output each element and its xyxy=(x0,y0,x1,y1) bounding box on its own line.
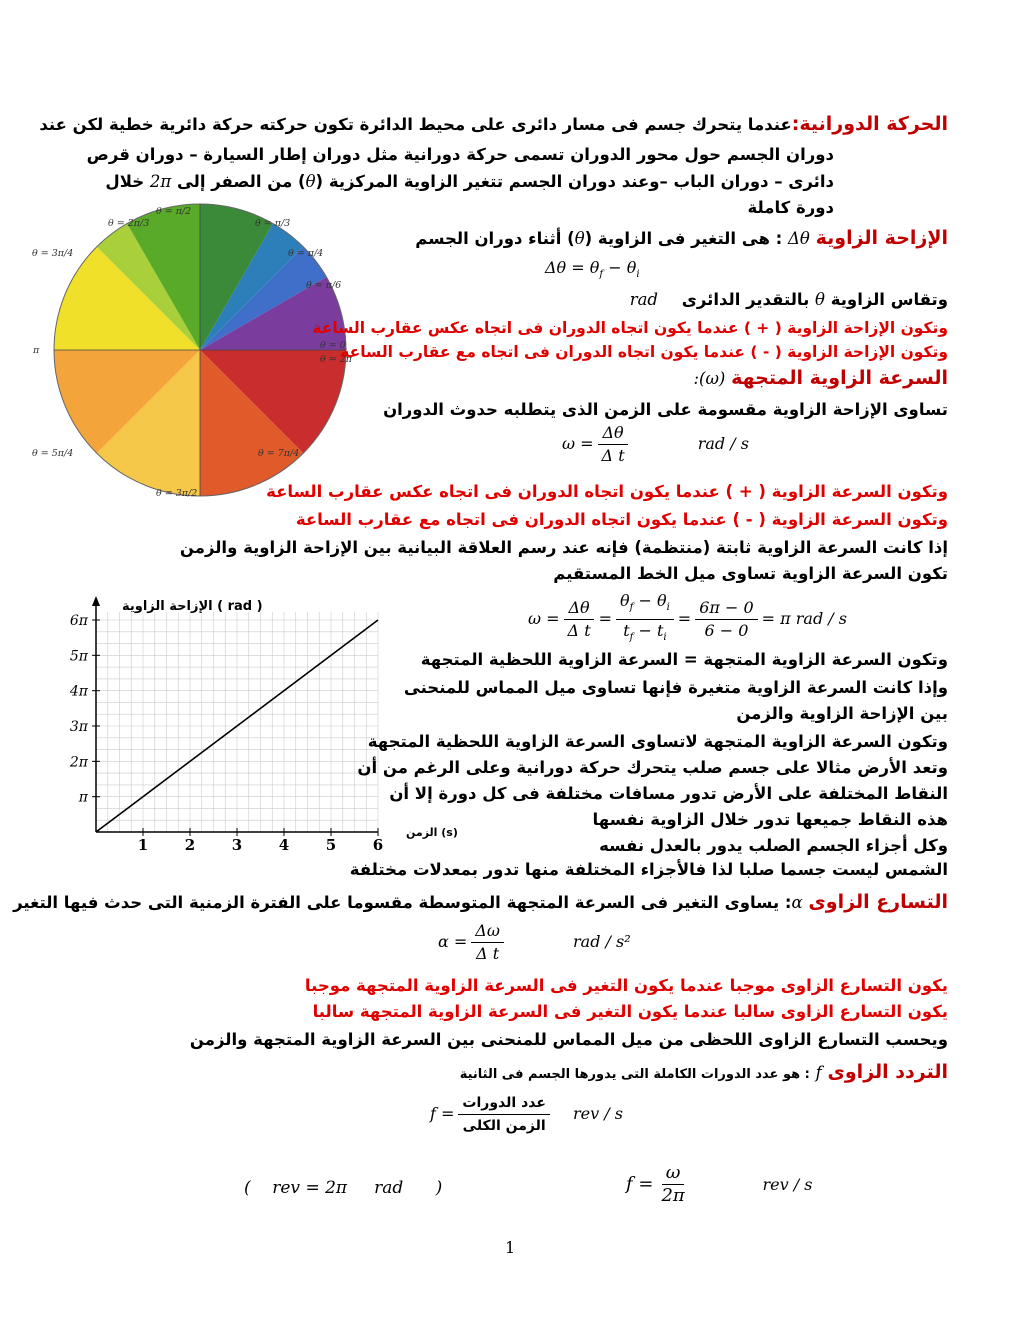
acceleration-negative: يكون التسارع الزاوى سالبا عندما يكون التغير فى السرعة الزاوية المتجهة سالبا xyxy=(312,1002,948,1021)
displacement-heading: الإزاحة الزاوية xyxy=(815,227,948,249)
velocity-p5: وتعد الأرض مثالا على جسم صلب يتحرك حركة دورانية وعلى الرغم من أن xyxy=(357,758,948,777)
wheel-label-pi-6: θ = π/6 xyxy=(306,280,342,291)
wheel-label-0: θ = 0 xyxy=(320,340,346,351)
alpha-symbol: α xyxy=(791,893,803,912)
wheel-label-5pi-4: θ = 5π/4 xyxy=(32,448,74,459)
frequency-heading: التردد الزاوى xyxy=(827,1061,948,1083)
intro-line-2: دوران الجسم حول محور الدوران تسمى حركة دورانية مثل دوران إطار السيارة – دوران قرص xyxy=(86,145,834,164)
displacement-def xyxy=(415,226,948,251)
intro-line-4: دورة كاملة xyxy=(747,198,834,217)
velocity-p7: هذه النقاط جميعها تدور خلال الزاوية نفسها xyxy=(592,810,948,829)
acceleration-def xyxy=(13,890,948,915)
y-tick-label: 6π xyxy=(69,613,88,629)
intro-line-1 xyxy=(39,112,948,137)
two-pi-symbol: 2π xyxy=(149,172,172,191)
wheel-label-pi: π xyxy=(33,345,40,356)
intro-text-3b: ) من الصفر إلى xyxy=(176,172,306,191)
displacement-unit-line xyxy=(630,288,948,312)
delta-theta-symbol: Δθ xyxy=(788,229,810,248)
displacement-positive: وتكون الإزاحة الزاوية ( + ) عندما يكون اتجاه الدوران فى اتجاه عكس عقارب الساعة xyxy=(312,319,948,337)
displacement-formula: $\Delta\theta = \theta_f - \theta_i$ xyxy=(545,258,640,281)
acceleration-instant: ويحسب التسارع الزاوى اللحظى من ميل المماس للمنحنى بين السرعة الزاوية المتجهة والزمن xyxy=(189,1030,948,1049)
velocity-heading: السرعة الزاوية المتجهة xyxy=(731,367,948,389)
angle-wheel-figure xyxy=(30,200,355,520)
intro-text-1: عندما يتحرك جسم فى مسار دائرى على محيط الدائرة تكون حركته حركة دائرية خطية لكن عند xyxy=(39,115,792,134)
x-tick-label: 2 xyxy=(184,836,196,854)
velocity-positive: وتكون السرعة الزاوية ( + ) عندما يكون اتجاه الدوران فى اتجاه عكس عقارب الساعة xyxy=(266,482,948,501)
wheel-label-3pi-2: θ = 3π/2 xyxy=(156,488,198,499)
velocity-constant-2: تكون السرعة الزاوية تساوى ميل الخط المستقيم xyxy=(553,564,948,583)
wheel-label-pi-4: θ = π/4 xyxy=(288,248,324,259)
chart-ylabel: الإزاحة الزاوية ( rad ) xyxy=(122,599,263,614)
theta-symbol-2: θ xyxy=(574,229,585,248)
frequency-numerator: عدد الدورات xyxy=(458,1092,549,1115)
y-tick-label: 4π xyxy=(69,683,88,700)
y-tick-label: 2π xyxy=(69,754,88,771)
intro-line-3 xyxy=(105,170,834,194)
x-tick-label: 5 xyxy=(325,836,337,854)
frequency-unit-2: rev / s xyxy=(762,1174,813,1194)
x-tick-label: 1 xyxy=(137,836,149,854)
y-tick-label: 3π xyxy=(69,719,88,735)
acceleration-unit: rad / s² xyxy=(573,932,631,951)
x-tick-label: 4 xyxy=(278,836,290,854)
wheel-label-7pi-4: θ = 7π/4 xyxy=(258,448,300,459)
displacement-negative: وتكون الإزاحة الزاوية ( - ) عندما يكون اتجاه الدوران فى اتجاه مع عقارب الساعة xyxy=(340,343,948,361)
theta-symbol-3: θ xyxy=(815,290,825,309)
velocity-constant-1: إذا كانت السرعة الزاوية ثابتة (منتظمة) فإنه عند رسم العلاقة البيانية بين الإزاحة الزاوية والزمن xyxy=(179,538,948,557)
frequency-def xyxy=(460,1060,948,1087)
wheel-label-2pi: θ = 2π xyxy=(320,354,353,365)
rad-unit: rad xyxy=(629,290,658,309)
velocity-def: تساوى الإزاحة الزاوية مقسومة على الزمن الذى يتطلبه حدوث الدوران xyxy=(383,400,948,419)
slope-result: = π rad / s xyxy=(761,609,847,629)
acceleration-heading: التسارع الزاوى xyxy=(808,891,948,913)
y-tick-label: π xyxy=(78,789,88,806)
acceleration-formula: α = $\frac{\Delta\omega}{\text{Δ t}}$ rad / s² xyxy=(438,921,631,963)
rev-equivalence: ( rev = 2π rad ) xyxy=(244,1178,443,1198)
velocity-negative: وتكون السرعة الزاوية ( - ) عندما يكون اتجاه الدوران فى اتجاه مع عقارب الساعة xyxy=(295,510,948,529)
wheel-label-pi-3: θ = π/3 xyxy=(255,218,291,229)
wheel-label-3pi-4: θ = 3π/4 xyxy=(32,248,74,259)
velocity-p2: وإذا كانت السرعة الزاوية متغيرة فإنها تساوى ميل المماس للمنحنى xyxy=(403,678,948,697)
intro-text-3c: خلال xyxy=(105,172,145,191)
acceleration-positive: يكون التسارع الزاوى موجبا عندما يكون التغير فى السرعة الزاوية المتجهة موجبا xyxy=(304,976,948,995)
unit-text-b: بالتقدير الدائرى xyxy=(681,290,810,309)
wheel-label-pi-2: θ = π/2 xyxy=(156,206,192,217)
velocity-heading-line xyxy=(693,366,948,391)
x-tick-label: 3 xyxy=(231,836,243,854)
slope-formula: ω = $\frac{\Delta\theta}{\text{Δ t}}$ = $\frac{\theta_f - \theta_i}{t_f - t_i}$ = $\frac{6\pi - 0}{6 - 0}$ = π rad / s xyxy=(528,591,847,644)
velocity-p3: بين الإزاحة الزاوية والزمن xyxy=(736,704,948,723)
y-axis-arrow xyxy=(92,596,100,606)
page-number: 1 xyxy=(505,1238,516,1257)
frequency-formula: f = $\frac{\text{عدد الدورات}}{\text{الزمن الكلى}}$ rev / s xyxy=(430,1092,623,1137)
frequency-omega-formula: f = $\frac{\omega}{2\pi}$ rev / s xyxy=(626,1162,813,1206)
velocity-p8: وكل أجزاء الجسم الصلب يدور بالعدل نفسه xyxy=(599,836,948,855)
frequency-text: : هو عدد الدورات الكاملة التى يدورها الجسم فى الثانية xyxy=(459,1067,810,1082)
y-tick-label: 5π xyxy=(69,648,88,665)
velocity-p6: النقاط المختلفة على الأرض تدور مسافات مختلفة فى كل دورة إلا أن xyxy=(389,784,948,803)
x-tick-label: 6 xyxy=(372,836,384,854)
theta-symbol: θ xyxy=(305,172,316,191)
velocity-p4: وتكون السرعة الزاوية المتجهة لاتساوى السرعة الزاوية اللحظية المتجهة xyxy=(367,732,948,751)
displacement-time-chart xyxy=(58,592,386,854)
chart-grid xyxy=(96,612,378,832)
frequency-unit: rev / s xyxy=(573,1104,623,1123)
velocity-formula: ω = $\frac{\Delta\theta}{\text{Δ t}}$ rad / s xyxy=(562,423,749,465)
f-symbol: f xyxy=(815,1063,822,1082)
unit-text-a: وتقاس الزاوية xyxy=(830,290,948,309)
intro-text-3a: دائرى – دوران الباب –وعند دوران الجسم تتغير الزاوية المركزية ( xyxy=(315,172,834,191)
rotational-heading: الحركة الدورانية: xyxy=(791,113,948,135)
chart-xlabel: الزمن (s) xyxy=(406,826,458,839)
velocity-unit: rad / s xyxy=(697,434,749,453)
omega-symbol: (ω): xyxy=(693,369,726,388)
acceleration-text: : يساوى التغير فى السرعة المتجهة المتوسطة مقسوما على الفترة الزمنية التى حدث فيها التغير xyxy=(13,893,792,912)
velocity-p9: الشمس ليست جسما صلبا لذا فالأجزاء المختلفة منها تدور بمعدلات مختلفة xyxy=(349,860,948,879)
rev-equivalence-text: rev = 2π rad xyxy=(272,1178,404,1198)
displacement-text-a: : هى التغير فى الزاوية ( xyxy=(584,229,783,248)
displacement-text-b: ) أثناء دوران الجسم xyxy=(415,229,575,248)
velocity-p1: وتكون السرعة الزاوية المتجهة = السرعة الزاوية اللحظية المتجهة xyxy=(420,650,948,669)
wheel-label-2pi-3: θ = 2π/3 xyxy=(108,218,150,229)
frequency-denominator: الزمن الكلى xyxy=(462,1118,546,1134)
